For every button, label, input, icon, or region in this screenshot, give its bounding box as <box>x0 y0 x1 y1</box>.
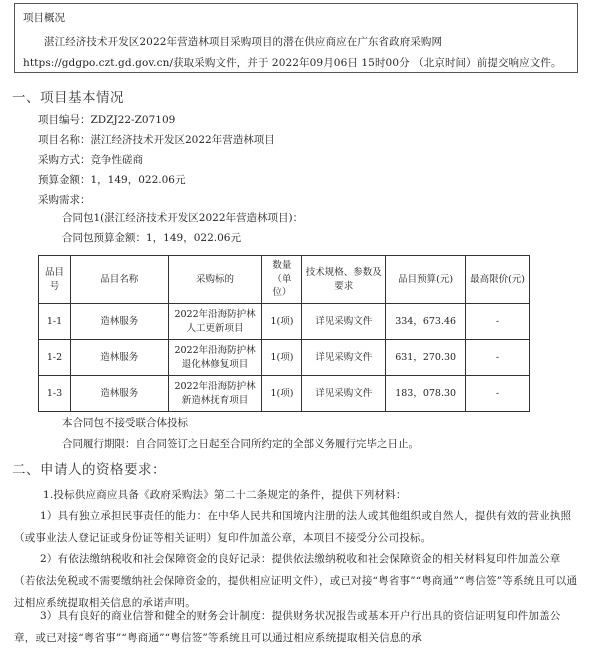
cell-subject: 2022年沿海防护林人工更新项目 <box>168 304 262 340</box>
qualification-item-2: 2）有依法缴纳税收和社会保障资金的良好记录：提供依法缴纳税收和社会保障资金的相关材料复印件加盖公章（若依法免税或不需要缴纳社会保障资金的，提供相应证明文件），或已对接“粤省事”“粤商通”“粤信签”等系统且可以通过相应系统提取相关信息的承诺声明。 <box>14 553 578 609</box>
cell-item-no: 1-2 <box>39 340 71 376</box>
cell-subject: 2022年沿海防护林退化林修复项目 <box>168 340 262 376</box>
performance-period: 合同履行期限：自合同签订之日起至合同所约定的全部义务履行完毕之日止。 <box>62 438 419 450</box>
col-header-budget: 品目预算(元) <box>386 256 466 304</box>
cell-quantity: 1(项) <box>262 340 302 376</box>
section1-heading: 一、项目基本情况 <box>12 90 124 106</box>
cell-subject: 2022年沿海防护林新造林抚育项目 <box>168 376 262 412</box>
cell-max-price: - <box>466 304 530 340</box>
col-header-quantity: 数量（单位） <box>262 256 302 304</box>
overview-text: 湛江经济技术开发区2022年营造林项目采购项目的潜在供应商应在广东省政府采购网https://gdgpo.czt.gd.gov.cn/获取采购文件，并于 2022年09月06日 15时00分 （北京时间）前提交响应文件。 <box>23 36 562 70</box>
cell-max-price: - <box>466 376 530 412</box>
project-overview-box <box>14 3 578 73</box>
cell-item-name: 造林服务 <box>70 376 168 412</box>
contract-package-budget: 合同包预算金额：1，149，022.06元 <box>62 232 241 244</box>
cell-spec: 详见采购文件 <box>302 376 386 412</box>
section2-heading: 二、申请人的资格要求： <box>12 462 166 478</box>
cell-budget: 334，673.46 <box>386 304 466 340</box>
col-header-spec: 技术规格、参数及要求 <box>302 256 386 304</box>
overview-title: 项目概况 <box>23 12 65 24</box>
table-header-row <box>39 256 530 304</box>
qualification-intro: 1.投标供应商应具备《政府采购法》第二十二条规定的条件，提供下列材料： <box>43 489 407 501</box>
cell-spec: 详见采购文件 <box>302 340 386 376</box>
table-row <box>39 340 530 376</box>
col-header-item-name: 品目名称 <box>70 256 168 304</box>
cell-item-no: 1-1 <box>39 304 71 340</box>
cell-budget: 631，270.30 <box>386 340 466 376</box>
qualification-item-3: 3）具有良好的商业信誉和健全的财务会计制度：提供财务状况报告或基本开户行出具的资信证明复印件加盖公章，或已对接“粤省事”“粤商通”“粤信签”等系统且可以通过相应系统提取相关信息的承 <box>14 610 561 644</box>
cell-item-no: 1-3 <box>39 376 71 412</box>
cell-quantity: 1(项) <box>262 376 302 412</box>
no-consortium-note: 本合同包不接受联合体投标 <box>62 417 188 429</box>
col-header-max-price: 最高限价(元) <box>466 256 530 304</box>
cell-item-name: 造林服务 <box>70 304 168 340</box>
cell-quantity: 1(项) <box>262 304 302 340</box>
cell-item-name: 造林服务 <box>70 340 168 376</box>
cell-budget: 183，078.30 <box>386 376 466 412</box>
contract-package: 合同包1(湛江经济技术开发区2022年营造林项目)： <box>62 212 304 224</box>
cell-max-price: - <box>466 340 530 376</box>
budget-amount: 预算金额：1，149，022.06元 <box>38 174 186 186</box>
table-row <box>39 304 530 340</box>
procurement-items-table <box>38 255 530 412</box>
table-row <box>39 376 530 412</box>
project-name: 项目名称：湛江经济技术开发区2022年营造林项目 <box>38 134 275 146</box>
procurement-method: 采购方式：竞争性磋商 <box>38 154 143 166</box>
col-header-item-no: 品目号 <box>39 256 71 304</box>
project-number: 项目编号：ZDZJ22-Z07109 <box>38 114 176 126</box>
qualification-item-1: 1）具有独立承担民事责任的能力：在中华人民共和国境内注册的法人或其他组织或自然人，提供有效的营业执照（或事业法人登记证或身份证等相关证明）复印件加盖公章，本项目不接受分公司投标。 <box>14 510 572 544</box>
col-header-subject: 采购标的 <box>168 256 262 304</box>
procurement-demand: 采购需求： <box>38 194 91 206</box>
cell-spec: 详见采购文件 <box>302 304 386 340</box>
